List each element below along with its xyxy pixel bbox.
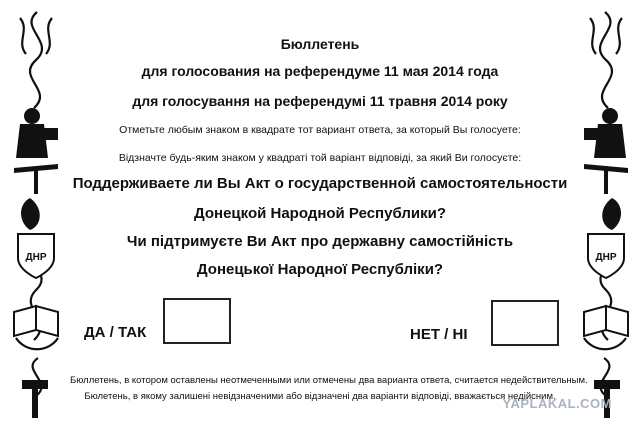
shield-icon (18, 234, 54, 278)
ornament-border-icon (8, 8, 66, 422)
watermark: YAPLAKAL.COM (502, 396, 612, 411)
svg-text:ДНР: ДНР (25, 252, 47, 263)
no-checkbox[interactable] (491, 300, 559, 346)
question-uk-line1: Чи підтримуєте Ви Акт про державну самостійність (126, 233, 514, 250)
svg-text:ДНР: ДНР (595, 252, 617, 263)
ballot-subtitle-uk: для голосування на референдумі 11 травня 2014 року (132, 93, 508, 109)
no-label: НЕТ / НІ (410, 326, 468, 343)
left-ornament-border (8, 8, 66, 422)
right-ornament-border (576, 8, 634, 422)
instruction-uk: Відзначте будь-яким знаком у квадраті той варіант відповіді, за який Ви голосуєте: (118, 152, 522, 164)
footer-note-uk: Бюлетень, в якому залишені невідзначеними або відзначені два варіанти відповіді, вважається недійсним. (84, 391, 556, 402)
yes-label: ДА / ТАК (84, 324, 147, 341)
ballot-subtitle-ru: для голосования на референдуме 11 мая 2014 года (141, 63, 499, 79)
hammer-icon (22, 380, 48, 418)
question-ru-line2: Донецкой Народной Республики? (193, 205, 446, 222)
open-book-icon (584, 306, 628, 336)
ballot-title: Бюллетень (280, 36, 360, 52)
footer-note-ru: Бюллетень, в котором оставлены неотмеченными или отмечены два варианта ответа, считается недействительным. (70, 375, 588, 386)
open-book-icon (14, 306, 58, 336)
ornament-border-icon (576, 8, 634, 422)
question-ru-line1: Поддерживаете ли Вы Акт о государственной самостоятельности (72, 175, 568, 192)
yes-checkbox[interactable] (163, 298, 231, 344)
question-uk-line2: Донецької Народної Республіки? (196, 261, 444, 278)
shield-icon (588, 234, 624, 278)
instruction-ru: Отметьте любым знаком в квадрате тот вариант ответа, за который Вы голосуете: (119, 124, 521, 136)
ballot-content (70, 0, 588, 432)
